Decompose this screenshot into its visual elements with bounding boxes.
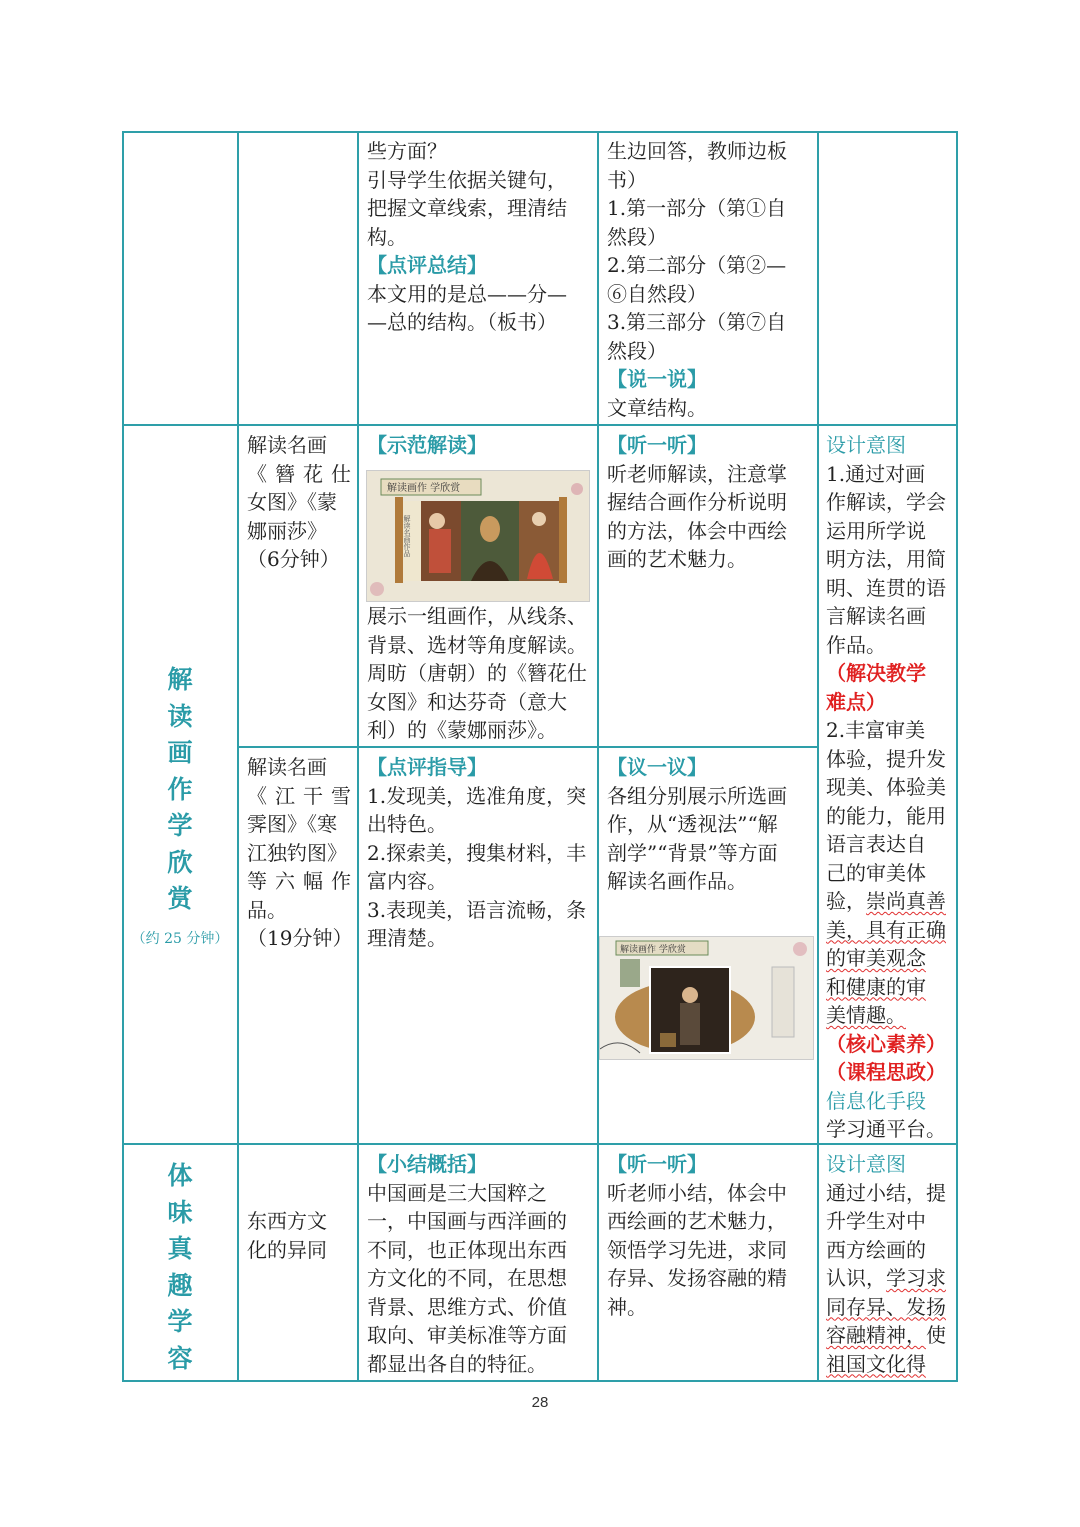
table-border-top bbox=[122, 131, 958, 133]
stage-time: （约 25 分钟） bbox=[131, 930, 229, 947]
column-divider bbox=[817, 131, 819, 1382]
row2-teacher-activity bbox=[367, 431, 592, 460]
svg-text:解读名画作品: 解读名画作品 bbox=[403, 515, 411, 557]
row1-teacher-activity: 些方面？ 引导学生依据关键句， 把握文章线索，理清结 构。 【点评总结】 本文用的是总——分— —总的结构。（板书） bbox=[367, 137, 592, 337]
row2-student-activity: 【听一听】 听老师解读，注意掌 握结合画作分析说明 的方法，体会中西绘 画的艺术魅力。 bbox=[607, 431, 812, 574]
design-intent-title: 设计意图 bbox=[826, 433, 906, 457]
slide-image-mona-lisa bbox=[366, 470, 590, 602]
svg-text:解读画作 学欣赏: 解读画作 学欣赏 bbox=[620, 945, 686, 955]
design-intent-1: 设计意图 1.通过对画 作解读，学会 运用所学说 明方法，用简 明、连贯的语 言解读名画 作品。 （解决教学 难点） 2.丰富审美 体验，提升发 现美、体验美 的能力，能用 语言表达自 己的审美体 验，崇尚真善 美，具有正确 的审美观念 和健康的审 美情趣。 （核心素养） （课程思政） 信息化手段 学习通平台。 bbox=[826, 431, 952, 1144]
slide-illustration bbox=[367, 471, 589, 601]
row4-teacher-activity: 【小结概括】 中国画是三大国粹之 一，中国画与西洋画的 不同，也正体现出东西 方文化的不同，在思想 背景、思维方式、价值 取向、审美标准等方面 都显出各自的特征。 bbox=[367, 1150, 595, 1378]
column-divider bbox=[357, 131, 359, 1382]
column-divider bbox=[237, 131, 239, 1382]
table-border-left bbox=[122, 131, 124, 1382]
row1-student-activity: 生边回答，教师边板 书） 1.第一部分（第①自 然段） 2.第二部分（第②— ⑥自然段） 3.第三部分（第⑦自 然段） 【说一说】 文章结构。 bbox=[607, 137, 812, 422]
tag-listen: 【听一听】 bbox=[607, 433, 707, 457]
svg-text:解读画作 学欣赏: 解读画作 学欣赏 bbox=[387, 483, 461, 494]
column-divider bbox=[597, 131, 599, 1382]
row-divider bbox=[122, 424, 958, 426]
row4-content: 东西方文 化的异同 bbox=[247, 1209, 327, 1262]
row3-content: 解读名画 《江干雪 霁图》《寒 江独钓图》 等六幅作 品。 （19分钟） bbox=[247, 755, 353, 950]
tag-say-it: 【说一说】 bbox=[607, 367, 707, 391]
row3-teacher-activity: 【点评指导】 1.发现美，选准角度，突 出特色。 2.探索美，搜集材料，丰 富内容。 3.表现美，语言流畅，条 理清楚。 bbox=[367, 753, 595, 953]
slide-illustration bbox=[600, 937, 813, 1059]
tag-demo-interpretation: 【示范解读】 bbox=[367, 433, 487, 457]
design-intent-2: 设计意图 通过小结，提 升学生对中 西方绘画的 认识，学习求 同存异、发扬 容融精神，使 祖国文化得 bbox=[826, 1150, 952, 1378]
tag-listen: 【听一听】 bbox=[607, 1152, 707, 1176]
table-border-right bbox=[956, 131, 958, 1382]
page-number: 28 bbox=[531, 1394, 549, 1411]
row2-content: 解读名画 《簪花仕 女图》《蒙 娜丽莎》 （6分钟） bbox=[247, 433, 351, 571]
tag-summary: 【小结概括】 bbox=[367, 1152, 487, 1176]
row2-teacher-text: 展示一组画作，从线条、 背景、选材等角度解读。 周昉（唐朝）的《簪花仕 女图》和达芬奇（意大 利）的《蒙娜丽莎》。 bbox=[367, 604, 587, 742]
design-intent-title: 设计意图 bbox=[826, 1152, 906, 1176]
stage-title-interpret-paintings: 解 读 画 作 学 欣 赏 （约 25 分钟） bbox=[125, 660, 235, 948]
row-divider bbox=[237, 746, 818, 748]
stage-title-experience: 体 味 真 趣 学 容 bbox=[167, 1161, 193, 1373]
tag-review-guidance: 【点评指导】 bbox=[367, 755, 487, 779]
row3-student-activity: 【议一议】 各组分别展示所选画 作，从“透视法”“解 剖学”“背景”等方面 解读名画作品。 bbox=[607, 753, 812, 896]
tag-review-summary: 【点评总结】 bbox=[367, 253, 487, 277]
slide-image-painting bbox=[599, 936, 814, 1060]
tag-discuss: 【议一议】 bbox=[607, 755, 707, 779]
row4-student-activity: 【听一听】 听老师小结，体会中 西绘画的艺术魅力， 领悟学习先进，求同 存异、发扬容融的精 神。 bbox=[607, 1150, 812, 1321]
